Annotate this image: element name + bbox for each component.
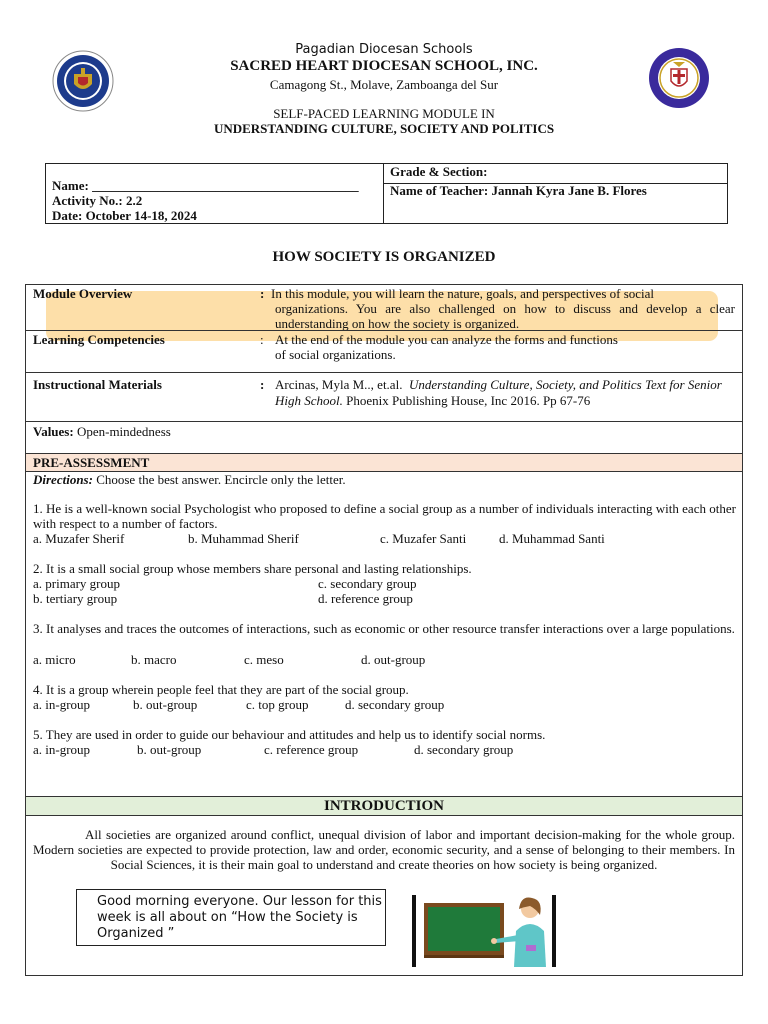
materials-title: Understanding Culture, Society, and Politics Text for Senior High School. bbox=[275, 377, 722, 408]
answer-choice-q5-c[interactable]: c. reference group bbox=[264, 742, 359, 757]
answer-choice-q3-d[interactable]: d. out-group bbox=[361, 652, 426, 667]
question-2: 2. It is a small social group whose members share personal and lasting relationships. bbox=[33, 561, 472, 576]
values-text: Open-mindedness bbox=[76, 424, 171, 439]
instructional-materials-label: Instructional Materials bbox=[33, 377, 162, 392]
answer-choice-q1-c[interactable]: c. Muzafer Santi bbox=[380, 531, 467, 546]
introduction-header bbox=[26, 796, 742, 816]
module-overview-label: Module Overview bbox=[33, 286, 133, 301]
row-divider bbox=[26, 421, 742, 422]
answer-choice-q1-d[interactable]: d. Muhammad Santi bbox=[499, 531, 605, 546]
school-address: Camagong St., Molave, Zamboanga del Sur bbox=[269, 77, 499, 92]
module-content-box bbox=[25, 284, 743, 976]
subject-title: UNDERSTANDING CULTURE, SOCIETY AND POLITICS bbox=[213, 121, 555, 136]
diocesan-seal-icon bbox=[648, 47, 710, 109]
speech-bubble bbox=[76, 889, 386, 946]
answer-choice-q4-c[interactable]: c. top group bbox=[246, 697, 309, 712]
materials-publisher: Phoenix Publishing House, Inc 2016. Pp 67-76 bbox=[346, 393, 591, 408]
answer-choice-q2-b[interactable]: b. tertiary group bbox=[33, 591, 118, 606]
teacher-name: Name of Teacher: Jannah Kyra Jane B. Flores bbox=[390, 183, 647, 198]
instructional-materials-colon: : bbox=[260, 377, 265, 392]
values-label: Values: bbox=[33, 424, 74, 439]
answer-choice-q3-c[interactable]: c. meso bbox=[244, 652, 284, 667]
learning-competencies-line1: At the end of the module you can analyze the forms and functions bbox=[275, 332, 618, 347]
module-label: SELF-PACED LEARNING MODULE IN bbox=[273, 106, 495, 121]
student-info-left bbox=[46, 164, 384, 223]
answer-choice-q2-d[interactable]: d. reference group bbox=[318, 591, 413, 606]
activity-number: Activity No.: 2.2 bbox=[52, 193, 143, 208]
speech-bubble-text: Good morning everyone. Our lesson for this week is all about on “How the Society is Organized ” bbox=[97, 894, 382, 941]
diocese-name: Pagadian Diocesan Schools bbox=[295, 42, 473, 57]
answer-choice-q5-a[interactable]: a. in-group bbox=[33, 742, 91, 757]
answer-choice-q1-b[interactable]: b. Muhammad Sherif bbox=[188, 531, 299, 546]
materials-author: Arcinas, Myla M.., et.al. bbox=[275, 377, 403, 392]
row-divider bbox=[26, 372, 742, 373]
question-1: 1. He is a well-known social Psychologist who proposed to define a social group as a number of individuals interacting with each other with respect to a number of factors. bbox=[33, 501, 736, 531]
instructional-materials-text bbox=[275, 377, 737, 409]
values-row bbox=[33, 424, 171, 439]
school-name: SACRED HEART DIOCESAN SCHOOL, INC. bbox=[230, 58, 538, 74]
answer-choice-q3-a[interactable]: a. micro bbox=[33, 652, 76, 667]
learning-competencies-colon: : bbox=[260, 332, 264, 347]
module-overview-line1: In this module, you will learn the nature, goals, and perspectives of social bbox=[271, 286, 655, 301]
pre-assessment-title: PRE-ASSESSMENT bbox=[33, 455, 150, 470]
answer-choice-q2-c[interactable]: c. secondary group bbox=[318, 576, 417, 591]
directions-text: Choose the best answer. Encircle only the letter. bbox=[96, 472, 346, 487]
module-overview-colon: : bbox=[260, 286, 265, 301]
answer-choice-q1-a[interactable]: a. Muzafer Sherif bbox=[33, 531, 125, 546]
answer-choice-q4-d[interactable]: d. secondary group bbox=[345, 697, 445, 712]
answer-choice-q3-b[interactable]: b. macro bbox=[131, 652, 177, 667]
answer-choice-q4-b[interactable]: b. out-group bbox=[133, 697, 198, 712]
answer-choice-q5-b[interactable]: b. out-group bbox=[137, 742, 202, 757]
pre-assessment-header bbox=[26, 453, 742, 472]
grade-section-field[interactable]: Grade & Section: bbox=[390, 164, 488, 179]
answer-choice-q4-a[interactable]: a. in-group bbox=[33, 697, 91, 712]
learning-competencies-label: Learning Competencies bbox=[33, 332, 165, 347]
module-overview-text: organizations. You are also challenged on how to discuss and develop a clear understanding on how the society is organized. bbox=[275, 301, 735, 331]
teacher-chalkboard-icon bbox=[412, 895, 560, 967]
name-field[interactable]: Name: _________________________________________ bbox=[52, 178, 359, 193]
row-divider bbox=[26, 330, 742, 331]
introduction-title: INTRODUCTION bbox=[323, 798, 444, 814]
learning-competencies-line2: of social organizations. bbox=[275, 347, 396, 362]
introduction-paragraph: All societies are organized around conflict, unequal division of labor and important decision-making for the whole group. Modern societies are expected to provide protection, law and order, economic security, and a sense of belonging to their members. In Social Sciences, it is their main goal to understand and create theories on how society is being organized. bbox=[33, 827, 735, 872]
answer-choice-q2-a[interactable]: a. primary group bbox=[33, 576, 121, 591]
directions-label: Directions: bbox=[33, 472, 93, 487]
answer-choice-q5-d[interactable]: d. secondary group bbox=[414, 742, 514, 757]
activity-date: Date: October 14-18, 2024 bbox=[52, 208, 197, 223]
directions bbox=[33, 472, 346, 487]
question-5: 5. They are used in order to guide our behaviour and attitudes and help us to identify social norms. bbox=[33, 727, 546, 742]
student-info-table bbox=[45, 163, 728, 224]
lesson-title: HOW SOCIETY IS ORGANIZED bbox=[272, 249, 496, 265]
question-3: 3. It analyses and traces the outcomes of interactions, such as economic or other resource transfer interactions over a large populations. bbox=[33, 621, 735, 636]
student-info-right bbox=[384, 164, 727, 223]
question-4: 4. It is a group wherein people feel that they are part of the social group. bbox=[33, 682, 409, 697]
